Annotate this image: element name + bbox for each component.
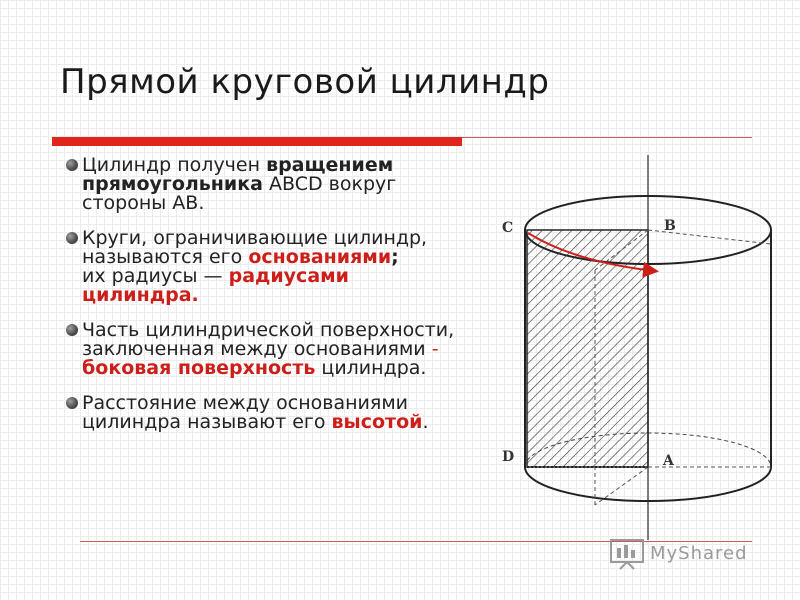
title-underline-accent — [52, 137, 462, 146]
text-run: Расстояние между основаниями цилиндра называют его — [82, 392, 409, 433]
text-run: ABCD вокруг стороны AB. — [82, 173, 397, 214]
bullet-text — [82, 394, 464, 432]
bullet-item — [64, 394, 464, 432]
text-run: цилиндра. — [315, 357, 427, 379]
bullet-item — [64, 229, 464, 305]
bullet-icon — [66, 159, 78, 171]
bullet-text — [82, 321, 464, 378]
rectangle-abcd — [527, 230, 648, 467]
presentation-board-icon — [608, 536, 648, 574]
text-run: . — [422, 411, 429, 433]
footer-divider — [80, 541, 752, 542]
page-title: Прямой круговой цилиндр — [60, 62, 550, 102]
text-run-dash: - — [431, 338, 439, 360]
bullet-item — [64, 156, 464, 213]
bullet-item — [64, 321, 464, 378]
label-b: B — [664, 218, 676, 234]
text-run-highlight: боковая поверхность — [82, 357, 316, 379]
text-run: их радиусы — — [82, 265, 229, 287]
label-c: C — [502, 220, 514, 236]
bullet-icon — [66, 397, 78, 409]
title-underline-thin — [462, 137, 752, 138]
cylinder-diagram — [490, 150, 780, 550]
text-run: Круги, ограничивающие цилиндр, называются его — [82, 227, 428, 268]
bullet-icon — [66, 232, 78, 244]
bullet-text — [82, 156, 464, 213]
text-run-bold: вращением прямоугольника — [82, 154, 394, 195]
text-run-highlight: высотой — [331, 411, 423, 433]
bullet-icon — [66, 324, 78, 336]
text-run: Цилиндр получен — [82, 154, 267, 176]
watermark-logo-text: MyShared — [650, 543, 748, 564]
text-run-highlight: основаниями — [248, 246, 392, 268]
bullet-list — [64, 156, 464, 448]
label-a: A — [663, 453, 674, 469]
text-run: Часть цилиндрической поверхности, заключенная между основаниями — [82, 319, 455, 360]
bullet-text — [82, 229, 464, 305]
label-d: D — [502, 449, 515, 465]
text-run-bold: ; — [391, 246, 399, 268]
text-run-highlight: радиусами цилиндра. — [82, 265, 349, 306]
